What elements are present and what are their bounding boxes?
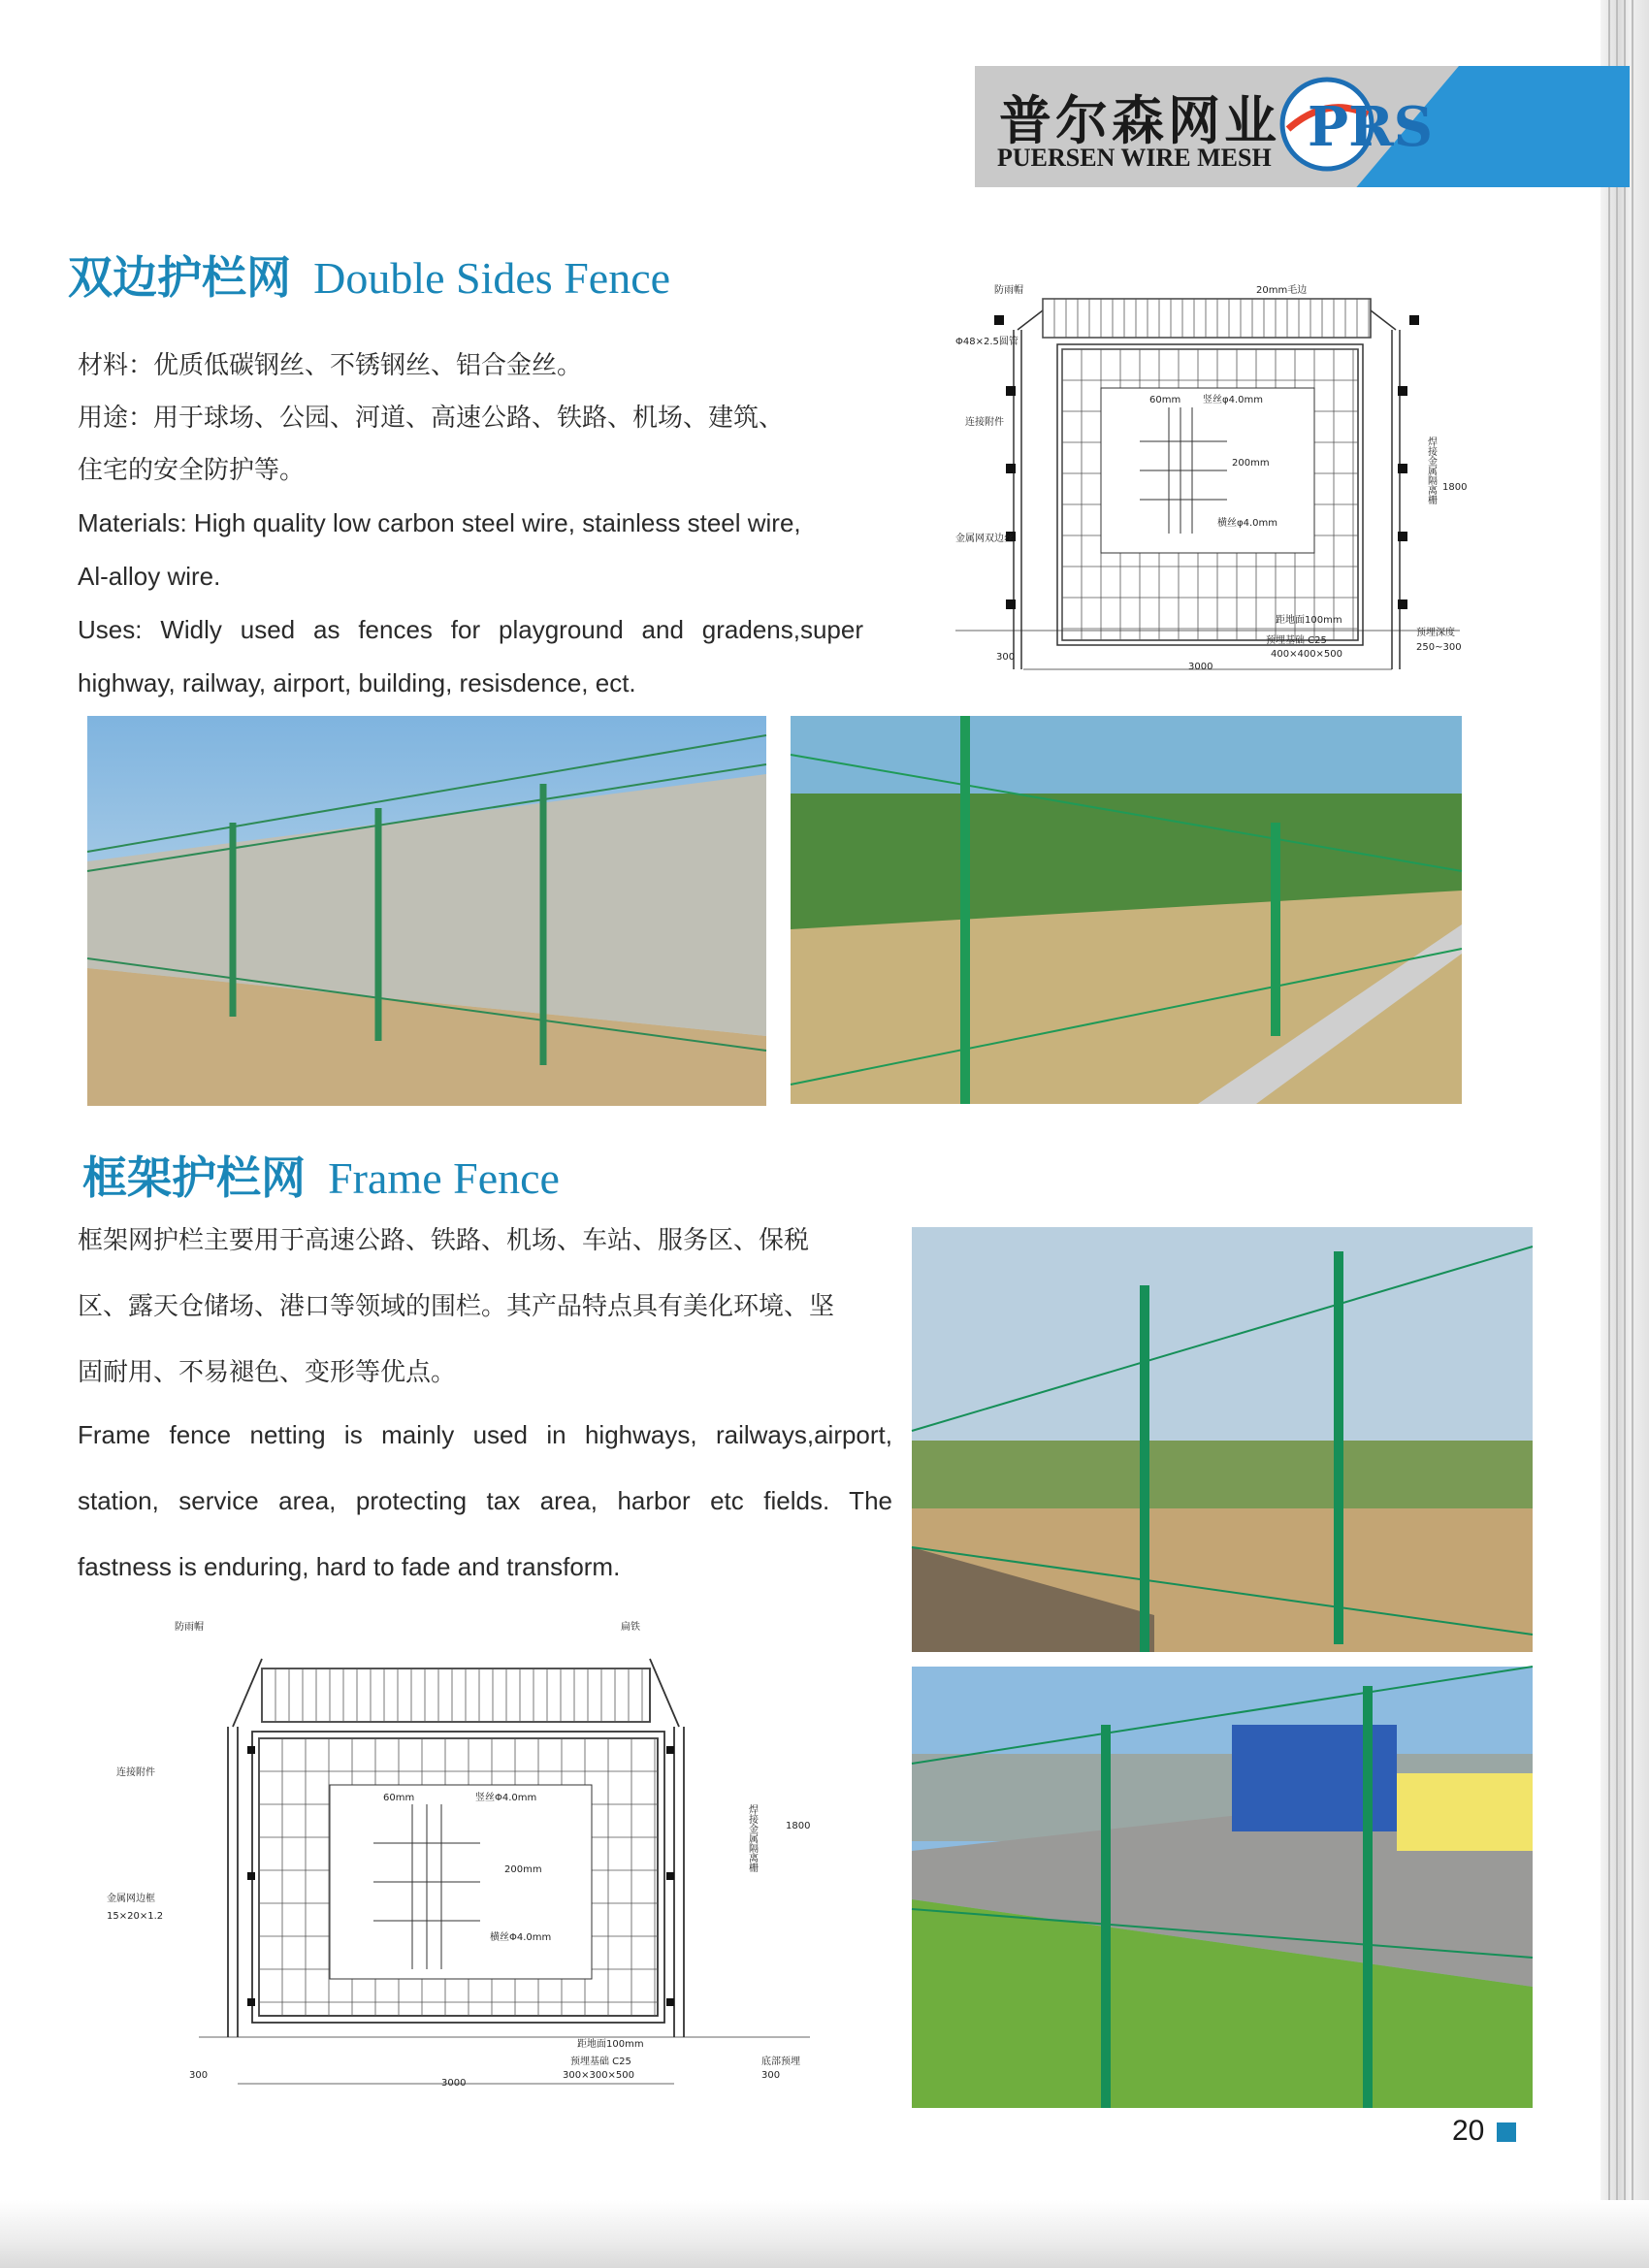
svg-text:竖丝φ4.0mm: 竖丝φ4.0mm <box>1203 395 1263 405</box>
title-en: Frame Fence <box>328 1153 560 1203</box>
svg-text:横丝Φ4.0mm: 横丝Φ4.0mm <box>490 1932 552 1943</box>
double-sides-description-en <box>78 497 863 710</box>
svg-text:防雨帽: 防雨帽 <box>175 1622 204 1633</box>
title-cn: 双边护栏网 <box>68 251 291 304</box>
text-line: 框架网护栏主要用于高速公路、铁路、机场、车站、服务区、保税 <box>78 1226 810 1255</box>
svg-text:300: 300 <box>761 2070 781 2081</box>
section-title-frame-fence <box>82 1143 560 1207</box>
svg-text:金属网双边丝: 金属网双边丝 <box>955 534 1014 544</box>
text-line: highway, railway, airport, building, resisdence, ect. <box>78 668 636 697</box>
frame-fence-description-en <box>78 1402 892 1600</box>
svg-text:距地面100mm: 距地面100mm <box>1276 615 1342 626</box>
double-sides-description-cn <box>78 340 892 497</box>
frame-fence-description-cn <box>78 1208 892 1406</box>
svg-text:防雨帽: 防雨帽 <box>994 285 1023 296</box>
svg-text:3000: 3000 <box>441 2078 467 2089</box>
svg-text:预埋基础 C25: 预埋基础 C25 <box>1266 635 1327 646</box>
svg-text:300: 300 <box>189 2070 209 2081</box>
title-cn: 框架护栏网 <box>82 1151 306 1204</box>
brand-logo-icon <box>1278 76 1434 173</box>
text-line: 固耐用、不易褪色、变形等优点。 <box>78 1358 457 1387</box>
svg-text:20mm毛边: 20mm毛边 <box>1256 285 1308 296</box>
frame-fence-photo-2 <box>912 1667 1533 2108</box>
text-line: Al-alloy wire. <box>78 562 221 591</box>
svg-text:300: 300 <box>996 652 1016 663</box>
logo-letters: PRS <box>1308 95 1434 159</box>
frame-fence-photo-1 <box>912 1227 1533 1652</box>
double-sides-photo-1 <box>87 716 766 1106</box>
svg-text:250~300: 250~300 <box>1416 642 1462 653</box>
text-line: fastness is enduring, hard to fade and transform. <box>78 1552 621 1581</box>
svg-text:底部预埋: 底部预埋 <box>761 2057 800 2067</box>
svg-text:Φ48×2.5圆管: Φ48×2.5圆管 <box>955 337 1018 347</box>
brand-name-en: PUERSEN WIRE MESH <box>997 144 1272 172</box>
svg-text:预埋深度: 预埋深度 <box>1416 628 1455 638</box>
svg-text:200mm: 200mm <box>1232 458 1270 469</box>
svg-text:3000: 3000 <box>1188 662 1213 672</box>
brand-name-cn: 普尔森网业 <box>999 89 1280 151</box>
double-sides-photo-2 <box>791 716 1462 1104</box>
text-line: 区、露天仓储场、港口等领域的围栏。其产品特点具有美化环境、坚 <box>78 1292 835 1321</box>
svg-text:15×20×1.2: 15×20×1.2 <box>107 1911 164 1922</box>
text-line: Uses: Widly used as fences for playground and gradens,super <box>78 615 863 644</box>
svg-text:横丝φ4.0mm: 横丝φ4.0mm <box>1217 518 1277 529</box>
text-line: Frame fence netting is mainly used in highways, railways,airport, <box>78 1420 892 1449</box>
svg-text:400×400×500: 400×400×500 <box>1271 649 1343 660</box>
text-line: 住宅的安全防护等。 <box>78 456 306 485</box>
section-title-double-sides <box>68 243 670 307</box>
svg-text:200mm: 200mm <box>504 1864 542 1875</box>
svg-text:连接附件: 连接附件 <box>116 1767 155 1778</box>
svg-text:扁铁: 扁铁 <box>621 1622 640 1633</box>
title-en: Double Sides Fence <box>313 253 671 303</box>
svg-text:距地面100mm: 距地面100mm <box>577 2039 644 2050</box>
svg-text:300×300×500: 300×300×500 <box>563 2070 635 2081</box>
page-number: 20 <box>1452 2115 1485 2147</box>
svg-text:焊接金属隔离栅: 焊接金属隔离栅 <box>1425 437 1437 504</box>
svg-text:60mm: 60mm <box>383 1793 415 1803</box>
binding-edge <box>1600 0 1649 2268</box>
text-line: station, service area, protecting tax area, harbor etc fields. The <box>78 1486 892 1515</box>
frame-fence-diagram <box>92 1610 849 2095</box>
svg-text:竖丝Φ4.0mm: 竖丝Φ4.0mm <box>475 1793 537 1803</box>
text-line: 用途：用于球场、公园、河道、高速公路、铁路、机场、建筑、 <box>78 404 785 433</box>
svg-text:金属网边框: 金属网边框 <box>107 1894 155 1904</box>
svg-text:连接附件: 连接附件 <box>965 417 1004 428</box>
svg-text:1800: 1800 <box>786 1821 811 1831</box>
svg-text:预埋基础 C25: 预埋基础 C25 <box>570 2057 631 2067</box>
double-sides-fence-diagram <box>936 272 1479 718</box>
page-bottom-shadow <box>0 2200 1649 2268</box>
svg-text:1800: 1800 <box>1442 482 1468 493</box>
text-line: 材料：优质低碳钢丝、不锈钢丝、铝合金丝。 <box>78 351 583 380</box>
svg-text:焊接金属隔离栅: 焊接金属隔离栅 <box>746 1804 758 1872</box>
svg-text:60mm: 60mm <box>1149 395 1181 405</box>
page-number-mark <box>1497 2122 1516 2142</box>
text-line: Materials: High quality low carbon steel wire, stainless steel wire, <box>78 508 801 537</box>
